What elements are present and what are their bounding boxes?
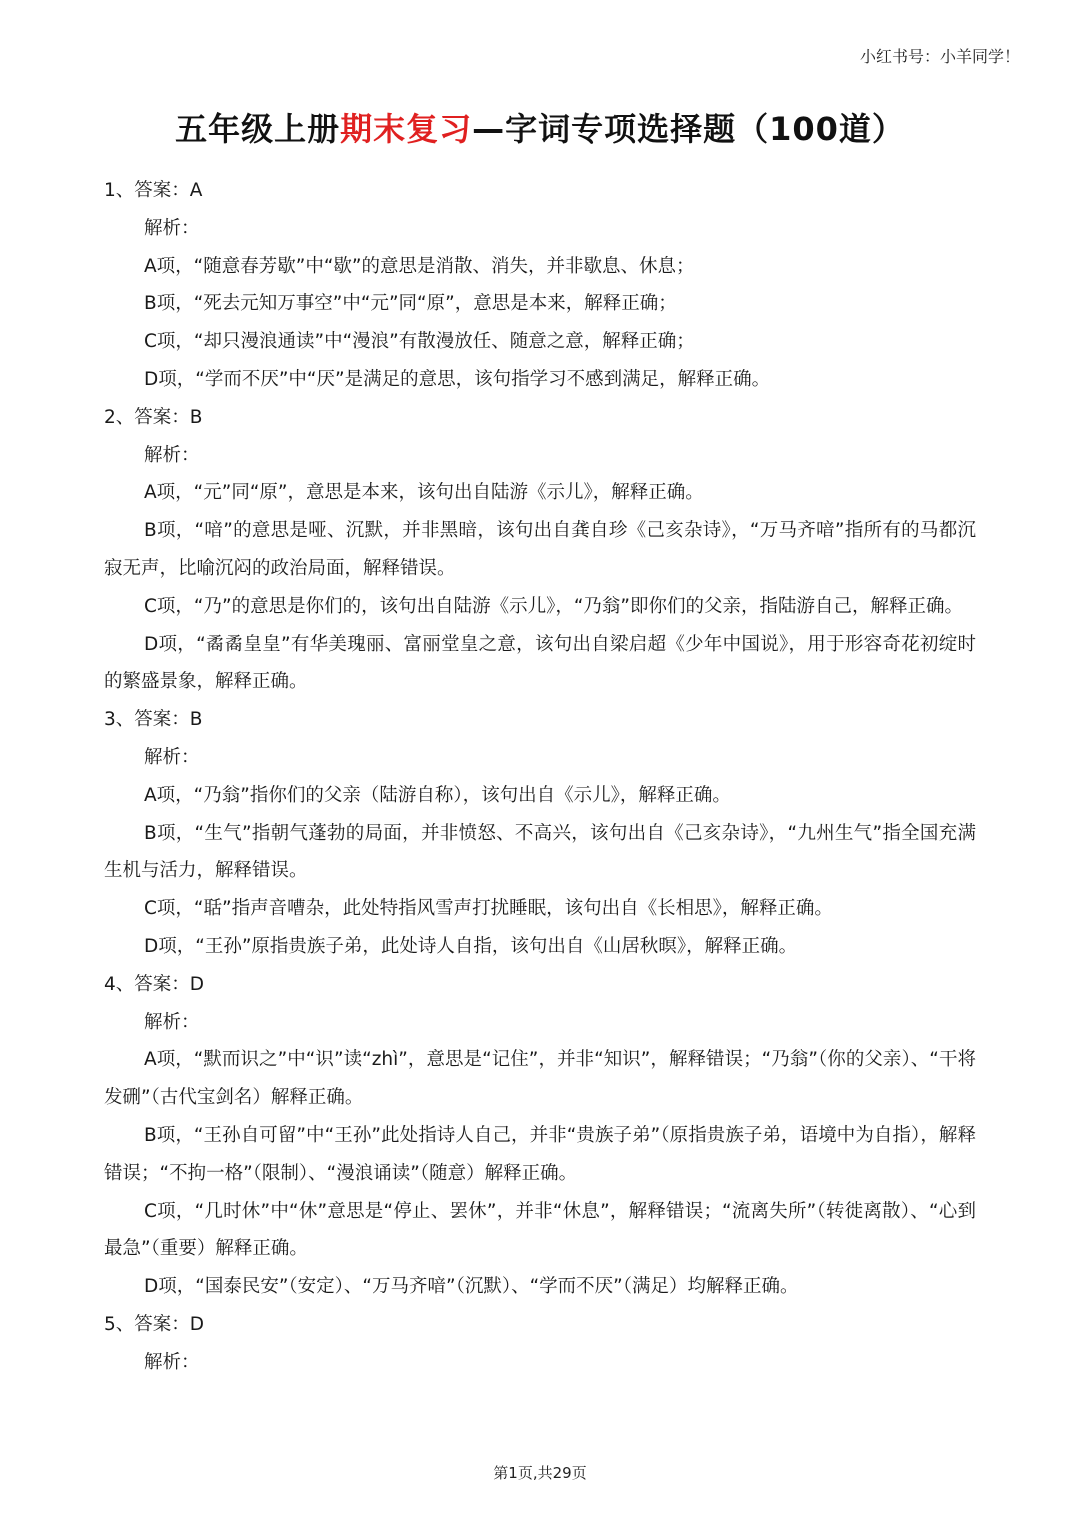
- option-explanation: B项，“王孙自可留”中“王孙”此处指诗人自己，并非“贵族子弟”（原指贵族子弟，语境中为自指），解释错误；“不拘一格”（限制）、“漫浪诵读”（随意）解释正确。: [104, 1124, 976, 1184]
- option-explanation: D项，“矞矞皇皇”有华美瑰丽、富丽堂皇之意，该句出自梁启超《少年中国说》，用于形容奇花初绽时的繁盛景象，解释正确。: [104, 633, 976, 693]
- analysis-label: 解析：: [144, 746, 200, 768]
- watermark: 小红书号：小羊同学！: [859, 47, 1020, 66]
- answer-heading: 1、答案：A: [104, 180, 203, 201]
- page-number: 第1页,共29页: [493, 1464, 587, 1482]
- answer-heading: 3、答案：B: [104, 709, 203, 731]
- answer-list: [104, 172, 976, 1382]
- analysis-label: 解析：: [144, 1351, 200, 1373]
- option-explanation: A项，“乃翁”指你们的父亲（陆游自称），该句出自《示儿》，解释正确。: [144, 784, 731, 806]
- title-part1: 五年级上册: [175, 110, 341, 148]
- option-explanation: A项，“随意春芳歇”中“歇”的意思是消散、消失，并非歇息、休息；: [144, 255, 695, 277]
- option-explanation: D项，“王孙”原指贵族子弟，此处诗人自指，该句出自《山居秋暝》，解释正确。: [144, 935, 798, 957]
- option-explanation: A项，“元”同“原”，意思是本来，该句出自陆游《示儿》，解释正确。: [144, 482, 704, 504]
- answer-heading: 5、答案：D: [104, 1313, 205, 1335]
- option-explanation: B项，“喑”的意思是哑、沉默，并非黑暗，该句出自龚自珍《己亥杂诗》，“万马齐喑”指所有的马都沉寂无声，比喻沉闷的政治局面，解释错误。: [104, 520, 976, 579]
- option-explanation: C项，“乃”的意思是你们的，该句出自陆游《示儿》，“乃翁”即你们的父亲，指陆游自己，解释正确。: [144, 595, 964, 617]
- answer-heading: 4、答案：D: [104, 973, 205, 995]
- analysis-label: 解析：: [144, 1011, 200, 1033]
- option-explanation: D项，“国泰民安”（安定）、“万马齐喑”（沉默）、“学而不厌”（满足）均解释正确。: [144, 1276, 799, 1298]
- page-title: [0, 104, 1080, 150]
- option-explanation: C项，“几时休”中“休”意思是“停止、罢休”，并非“休息”，解释错误；“流离失所”（转徙离散）、“心到最急”（重要）解释正确。: [104, 1200, 976, 1260]
- option-explanation: A项，“默而识之”中“识”读“zhì”，意思是“记住”，并非“知识”，解释错误；“乃翁”（你的父亲）、“干将发硎”（古代宝剑名）解释正确。: [104, 1049, 976, 1109]
- option-explanation: B项，“生气”指朝气蓬勃的局面，并非愤怒、不高兴，该句出自《己亥杂诗》，“九州生气”指全国充满生机与活力，解释错误。: [104, 822, 976, 882]
- option-explanation: B项，“死去元知万事空”中“元”同“原”，意思是本来，解释正确；: [144, 293, 677, 315]
- title-part2: —字词专项选择题（100道）: [472, 110, 905, 148]
- title-highlight: 期末复习: [340, 110, 473, 148]
- option-explanation: D项，“学而不厌”中“厌”是满足的意思，该句指学习不感到满足，解释正确。: [144, 368, 771, 390]
- option-explanation: C项，“聒”指声音嘈杂，此处特指风雪声打扰睡眠，该句出自《长相思》，解释正确。: [144, 898, 833, 920]
- option-explanation: C项，“却只漫浪通读”中“漫浪”有散漫放任、随意之意，解释正确；: [144, 331, 695, 353]
- analysis-label: 解析：: [144, 217, 200, 239]
- answer-heading: 2、答案：B: [104, 406, 203, 428]
- analysis-label: 解析：: [144, 444, 200, 466]
